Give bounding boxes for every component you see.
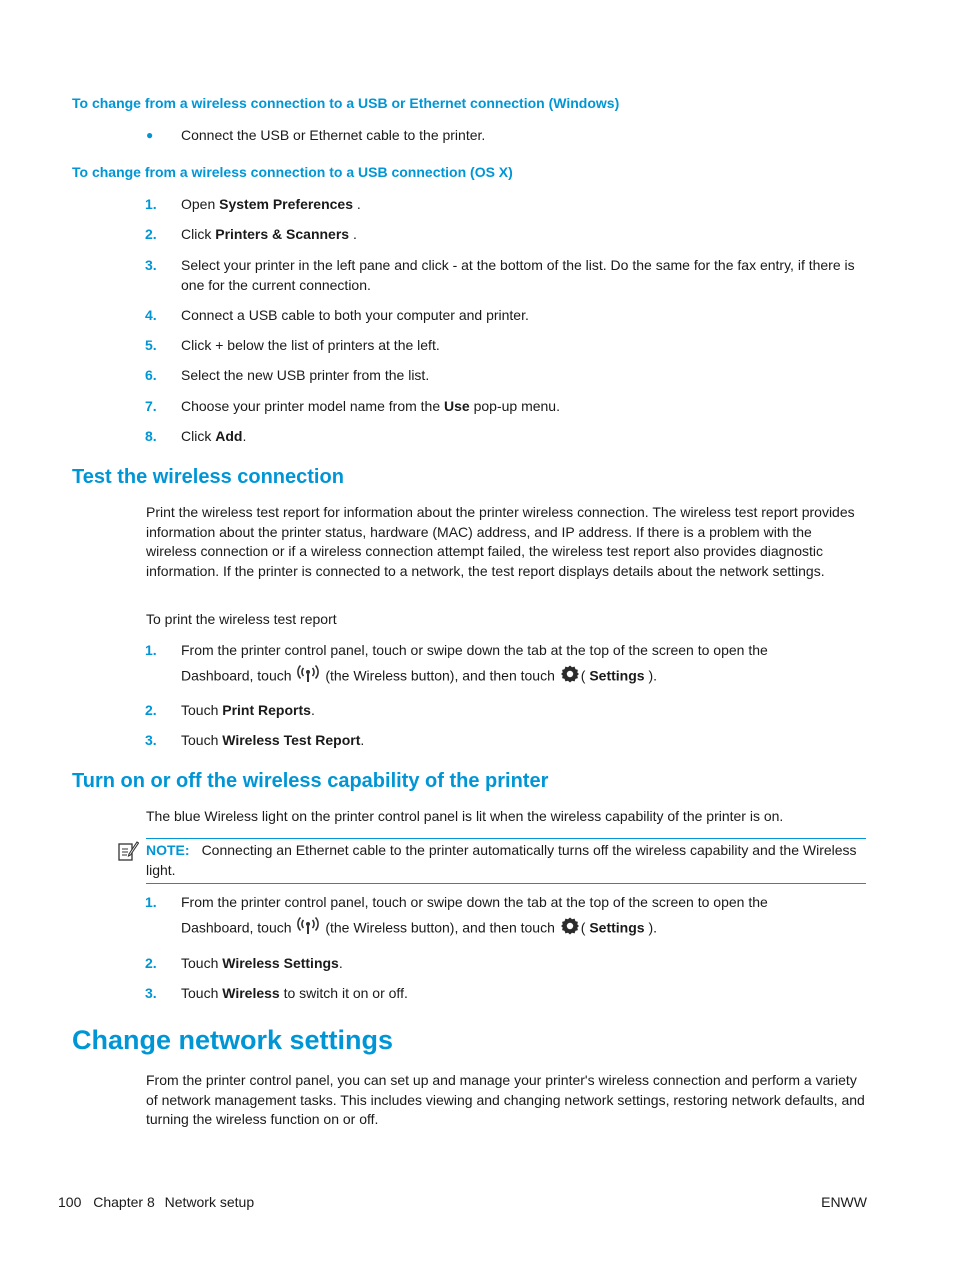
chapter-heading: Change network settings xyxy=(72,1025,394,1055)
chapter-label: Chapter 8 xyxy=(93,1194,155,1210)
step-number: 2. xyxy=(145,226,157,242)
section-heading-test: Test the wireless connection xyxy=(72,466,344,488)
page-footer-left xyxy=(58,1193,254,1213)
bullet-dot: ● xyxy=(146,128,154,142)
page-number: 100 xyxy=(58,1194,82,1210)
step-number: 7. xyxy=(145,398,157,414)
ui-term: Wireless Settings xyxy=(222,955,339,971)
paragraph: From the printer control panel, you can set up and manage your printer's wireless connection and perform a variety of network management tasks. This includes viewing and changing network settings, restoring network defaults, and turning the wireless function on or off. xyxy=(146,1072,865,1127)
paragraph: The blue Wireless light on the printer control panel is lit when the wireless capability of the printer is on. xyxy=(146,808,784,824)
step-number: 1. xyxy=(145,894,157,910)
note-icon xyxy=(117,840,139,868)
step-text: Click Printers & Scanners . xyxy=(181,226,357,242)
section-label: Network setup xyxy=(164,1194,255,1210)
step-text: Click + below the list of printers at the left. xyxy=(181,337,440,353)
step-number: 2. xyxy=(145,702,157,718)
note-label: NOTE: xyxy=(146,842,190,858)
step-text: Touch Wireless Settings. xyxy=(181,955,343,971)
ui-term: Print Reports xyxy=(222,702,311,718)
step-text: Connect a USB cable to both your computer and printer. xyxy=(181,307,529,323)
note-text: NOTE: Connecting an Ethernet cable to the printer automatically turns off the wireless capability and the Wireless light. xyxy=(146,842,857,878)
procedure-title-osx: To change from a wireless connection to a USB connection (OS X) xyxy=(72,164,513,180)
step-number: 1. xyxy=(145,196,157,212)
wireless-icon xyxy=(297,665,319,689)
step-text: From the printer control panel, touch or swipe down the tab at the top of the screen to open the Dashboard, touch (the Wireless button), and then touch ( Settings ). xyxy=(181,641,871,688)
ui-term: Wireless xyxy=(222,985,280,1001)
ui-term: System Preferences xyxy=(219,196,354,212)
ui-term: Wireless Test Report xyxy=(222,732,361,748)
wireless-icon xyxy=(297,917,319,941)
step-text: Touch Wireless Test Report. xyxy=(181,732,365,748)
note-box xyxy=(146,838,866,884)
page-footer-right: ENWW xyxy=(821,1194,867,1210)
step-text: Choose your printer model name from the Use pop-up menu. xyxy=(181,398,560,414)
gear-icon xyxy=(561,665,579,689)
step-text: Open System Preferences . xyxy=(181,196,361,212)
ui-term: Settings xyxy=(589,918,645,935)
step-text: Touch Print Reports. xyxy=(181,702,315,718)
step-number: 2. xyxy=(145,955,157,971)
step-number: 1. xyxy=(145,642,157,658)
ui-term: Add xyxy=(215,428,243,444)
bullet-text: Connect the USB or Ethernet cable to the printer. xyxy=(181,127,486,143)
step-number: 5. xyxy=(145,337,157,353)
step-number: 4. xyxy=(145,307,157,323)
step-number: 3. xyxy=(145,732,157,748)
ui-term: Use xyxy=(444,398,470,414)
paragraph: Print the wireless test report for information about the printer wireless connection. The wireless test report provides information about the printer status, hardware (MAC) address, and IP address. If there is a problem with the wireless connection or if a wireless connection attempt failed, the wireless test report also provides diagnostic information. If the printer is connected to a network, the test report displays details about the network settings. xyxy=(146,504,855,579)
step-text: Click Add. xyxy=(181,428,247,444)
gear-icon xyxy=(561,917,579,941)
step-number: 3. xyxy=(145,257,157,273)
section-heading-toggle: Turn on or off the wireless capability of the printer xyxy=(72,770,549,792)
step-text: Touch Wireless to switch it on or off. xyxy=(181,985,408,1001)
step-number: 3. xyxy=(145,985,157,1001)
ui-term: Printers & Scanners xyxy=(215,226,350,242)
step-number: 8. xyxy=(145,428,157,444)
step-number: 6. xyxy=(145,367,157,383)
step-text: Select your printer in the left pane and click - at the bottom of the list. Do the same for the fax entry, if there is one for the current connection. xyxy=(181,257,855,293)
procedure-title-windows: To change from a wireless connection to a USB or Ethernet connection (Windows) xyxy=(72,95,620,111)
step-text: From the printer control panel, touch or swipe down the tab at the top of the screen to open the Dashboard, touch (the Wireless button), and then touch ( Settings ). xyxy=(181,893,871,940)
ui-term: Settings xyxy=(589,666,645,683)
paragraph: To print the wireless test report xyxy=(146,611,337,627)
step-text: Select the new USB printer from the list. xyxy=(181,367,430,383)
